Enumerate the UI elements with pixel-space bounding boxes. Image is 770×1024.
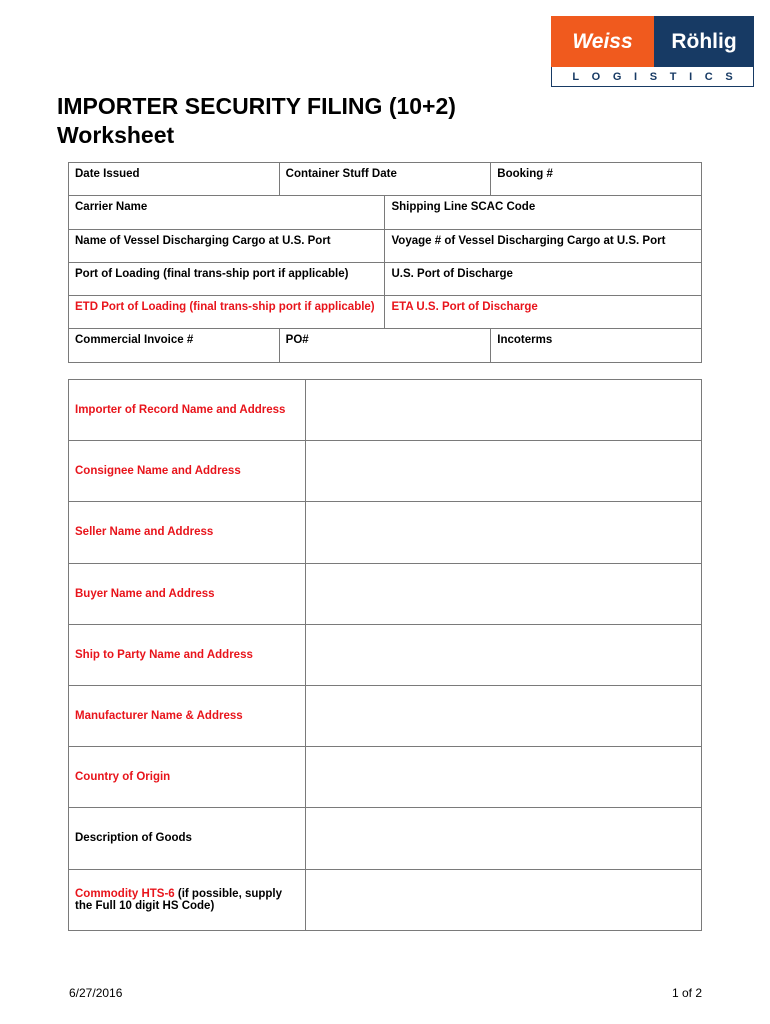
logo-letter: L	[572, 70, 580, 83]
company-logo	[551, 16, 754, 89]
page-number: 1 of 2	[671, 986, 702, 1000]
voyage-number-field[interactable]: Voyage # of Vessel Discharging Cargo at U.S. Port	[385, 229, 702, 262]
commodity-label-red: Commodity HTS-6	[75, 887, 175, 900]
logo-letter: I	[689, 70, 693, 83]
date-issued-field[interactable]: Date Issued	[69, 163, 280, 196]
table-row	[69, 196, 702, 229]
country-of-origin-label: Country of Origin	[69, 747, 306, 808]
logo-rohlig-word: Röhlig	[654, 16, 754, 67]
table-row	[69, 808, 702, 869]
logo-tagline	[551, 67, 754, 87]
commercial-invoice-field[interactable]: Commercial Invoice #	[69, 329, 280, 362]
logo-letter: C	[704, 70, 713, 83]
scac-code-field[interactable]: Shipping Line SCAC Code	[385, 196, 702, 229]
logo-letter: G	[612, 70, 622, 83]
importer-input[interactable]	[306, 380, 702, 441]
table-row	[69, 685, 702, 746]
table-row	[69, 380, 702, 441]
table-row	[69, 747, 702, 808]
page-title	[57, 92, 456, 150]
port-of-loading-field[interactable]: Port of Loading (final trans-ship port if applicable)	[69, 262, 385, 295]
importer-label: Importer of Record Name and Address	[69, 380, 306, 441]
booking-number-field[interactable]: Booking #	[491, 163, 702, 196]
incoterms-field[interactable]: Incoterms	[491, 329, 702, 362]
consignee-label: Consignee Name and Address	[69, 441, 306, 502]
carrier-name-field[interactable]: Carrier Name	[69, 196, 385, 229]
logo-letter: T	[669, 70, 677, 83]
etd-port-of-loading-field[interactable]: ETD Port of Loading (final trans-ship port if applicable)	[69, 296, 385, 329]
logo-letter: I	[634, 70, 638, 83]
table-row	[69, 563, 702, 624]
table-row	[69, 869, 702, 930]
commodity-label	[69, 869, 306, 930]
description-input[interactable]	[306, 808, 702, 869]
po-number-field[interactable]: PO#	[279, 329, 491, 362]
eta-port-of-discharge-field[interactable]: ETA U.S. Port of Discharge	[385, 296, 702, 329]
commodity-input[interactable]	[306, 869, 702, 930]
table-row	[69, 441, 702, 502]
commodity-label-note: (if possible, supply the Full 10 digit HS Code)	[75, 887, 283, 912]
parties-table	[68, 379, 702, 931]
consignee-input[interactable]	[306, 441, 702, 502]
table-row	[69, 163, 702, 196]
ship-to-label: Ship to Party Name and Address	[69, 624, 306, 685]
table-row	[69, 296, 702, 329]
table-row	[69, 624, 702, 685]
shipment-info-table	[68, 162, 702, 363]
seller-input[interactable]	[306, 502, 702, 563]
logo-letter: S	[649, 70, 658, 83]
logo-letter: S	[725, 70, 733, 83]
buyer-label: Buyer Name and Address	[69, 563, 306, 624]
manufacturer-input[interactable]	[306, 685, 702, 746]
description-label: Description of Goods	[69, 808, 306, 869]
logo-weiss-word: Weiss	[551, 16, 654, 67]
port-of-discharge-field[interactable]: U.S. Port of Discharge	[385, 262, 702, 295]
country-of-origin-input[interactable]	[306, 747, 702, 808]
table-row	[69, 502, 702, 563]
logo-letter: O	[591, 70, 601, 83]
vessel-name-field[interactable]: Name of Vessel Discharging Cargo at U.S. Port	[69, 229, 385, 262]
table-row	[69, 229, 702, 262]
seller-label: Seller Name and Address	[69, 502, 306, 563]
table-row	[69, 262, 702, 295]
buyer-input[interactable]	[306, 563, 702, 624]
title-line-2: Worksheet	[57, 122, 175, 148]
container-stuff-date-field[interactable]: Container Stuff Date	[279, 163, 491, 196]
table-row	[69, 329, 702, 362]
footer-date: 6/27/2016	[69, 986, 123, 1000]
manufacturer-label: Manufacturer Name & Address	[69, 685, 306, 746]
title-line-1: IMPORTER SECURITY FILING (10+2)	[57, 93, 456, 119]
ship-to-input[interactable]	[306, 624, 702, 685]
